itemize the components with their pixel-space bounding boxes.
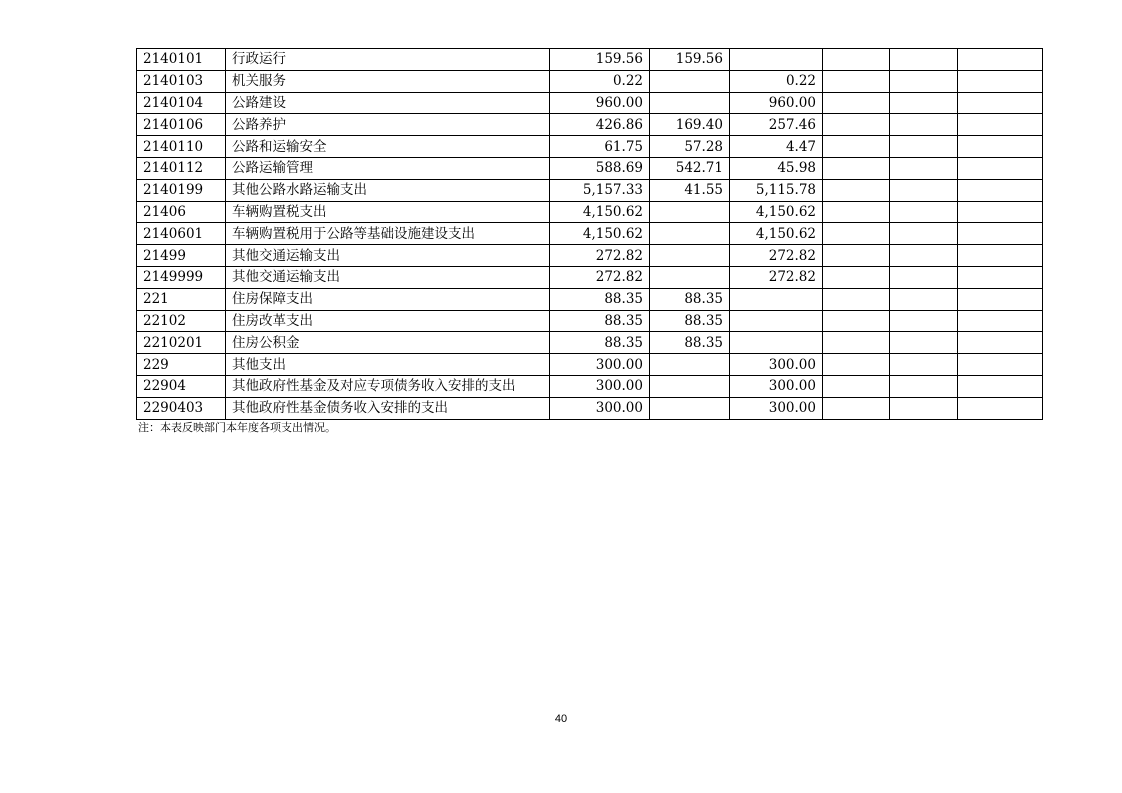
cell-project-expenditure xyxy=(730,49,823,71)
table-row xyxy=(137,266,1043,288)
cell-code: 2140106 xyxy=(137,114,226,136)
cell-total: 4,150.62 xyxy=(550,201,650,223)
cell-project-expenditure: 300.00 xyxy=(730,354,823,376)
cell-basic-expenditure xyxy=(650,354,730,376)
cell-col8 xyxy=(958,375,1043,397)
cell-code: 21406 xyxy=(137,201,226,223)
cell-col6 xyxy=(823,49,890,71)
cell-project-expenditure: 4,150.62 xyxy=(730,201,823,223)
cell-basic-expenditure: 542.71 xyxy=(650,157,730,179)
cell-total: 61.75 xyxy=(550,136,650,158)
table-row xyxy=(137,354,1043,376)
cell-project-expenditure: 45.98 xyxy=(730,157,823,179)
cell-col6 xyxy=(823,136,890,158)
cell-project-expenditure: 300.00 xyxy=(730,397,823,419)
cell-col8 xyxy=(958,157,1043,179)
cell-item-name: 机关服务 xyxy=(226,70,550,92)
cell-col6 xyxy=(823,288,890,310)
table-row xyxy=(137,70,1043,92)
cell-item-name: 公路和运输安全 xyxy=(226,136,550,158)
cell-total: 300.00 xyxy=(550,397,650,419)
cell-col8 xyxy=(958,70,1043,92)
cell-code: 21499 xyxy=(137,245,226,267)
cell-project-expenditure xyxy=(730,310,823,332)
cell-total: 0.22 xyxy=(550,70,650,92)
cell-item-name: 住房公积金 xyxy=(226,332,550,354)
cell-total: 88.35 xyxy=(550,288,650,310)
cell-total: 300.00 xyxy=(550,354,650,376)
cell-col7 xyxy=(890,157,958,179)
cell-col8 xyxy=(958,397,1043,419)
cell-col7 xyxy=(890,245,958,267)
cell-item-name: 公路运输管理 xyxy=(226,157,550,179)
cell-item-name: 其他公路水路运输支出 xyxy=(226,179,550,201)
table-row xyxy=(137,201,1043,223)
cell-total: 426.86 xyxy=(550,114,650,136)
cell-total: 88.35 xyxy=(550,332,650,354)
cell-code: 2290403 xyxy=(137,397,226,419)
cell-basic-expenditure xyxy=(650,92,730,114)
cell-code: 2140110 xyxy=(137,136,226,158)
cell-code: 2140601 xyxy=(137,223,226,245)
cell-project-expenditure: 272.82 xyxy=(730,245,823,267)
table-row xyxy=(137,157,1043,179)
cell-col7 xyxy=(890,354,958,376)
cell-project-expenditure: 960.00 xyxy=(730,92,823,114)
cell-basic-expenditure xyxy=(650,245,730,267)
cell-col8 xyxy=(958,288,1043,310)
cell-item-name: 其他政府性基金债务收入安排的支出 xyxy=(226,397,550,419)
cell-code: 2140199 xyxy=(137,179,226,201)
table-note: 注：本表反映部门本年度各项支出情况。 xyxy=(138,421,336,434)
cell-col7 xyxy=(890,223,958,245)
cell-col7 xyxy=(890,397,958,419)
cell-col8 xyxy=(958,49,1043,71)
cell-basic-expenditure xyxy=(650,266,730,288)
table-body xyxy=(137,49,1043,420)
table-row xyxy=(137,332,1043,354)
cell-basic-expenditure: 159.56 xyxy=(650,49,730,71)
cell-col7 xyxy=(890,288,958,310)
cell-col6 xyxy=(823,266,890,288)
cell-code: 221 xyxy=(137,288,226,310)
cell-col6 xyxy=(823,332,890,354)
cell-item-name: 住房改革支出 xyxy=(226,310,550,332)
cell-col7 xyxy=(890,136,958,158)
cell-col8 xyxy=(958,201,1043,223)
cell-code: 2210201 xyxy=(137,332,226,354)
cell-col7 xyxy=(890,114,958,136)
cell-item-name: 车辆购置税用于公路等基础设施建设支出 xyxy=(226,223,550,245)
cell-project-expenditure: 257.46 xyxy=(730,114,823,136)
expenditure-table xyxy=(136,48,1043,420)
cell-col8 xyxy=(958,114,1043,136)
table-row xyxy=(137,310,1043,332)
cell-total: 588.69 xyxy=(550,157,650,179)
cell-basic-expenditure xyxy=(650,223,730,245)
table-row xyxy=(137,375,1043,397)
cell-item-name: 其他交通运输支出 xyxy=(226,266,550,288)
cell-col8 xyxy=(958,310,1043,332)
table-row xyxy=(137,179,1043,201)
cell-project-expenditure: 0.22 xyxy=(730,70,823,92)
cell-col8 xyxy=(958,266,1043,288)
cell-col6 xyxy=(823,70,890,92)
cell-item-name: 公路养护 xyxy=(226,114,550,136)
cell-col6 xyxy=(823,223,890,245)
cell-col8 xyxy=(958,245,1043,267)
cell-col8 xyxy=(958,223,1043,245)
cell-code: 22102 xyxy=(137,310,226,332)
cell-basic-expenditure xyxy=(650,201,730,223)
cell-basic-expenditure: 57.28 xyxy=(650,136,730,158)
cell-col6 xyxy=(823,92,890,114)
cell-total: 4,150.62 xyxy=(550,223,650,245)
cell-item-name: 行政运行 xyxy=(226,49,550,71)
cell-basic-expenditure xyxy=(650,70,730,92)
cell-col7 xyxy=(890,266,958,288)
page-number: 40 xyxy=(554,713,568,725)
cell-col7 xyxy=(890,375,958,397)
cell-col6 xyxy=(823,201,890,223)
cell-project-expenditure: 5,115.78 xyxy=(730,179,823,201)
cell-basic-expenditure: 88.35 xyxy=(650,332,730,354)
cell-item-name: 其他政府性基金及对应专项债务收入安排的支出 xyxy=(226,375,550,397)
cell-code: 2140104 xyxy=(137,92,226,114)
cell-col8 xyxy=(958,92,1043,114)
cell-basic-expenditure: 41.55 xyxy=(650,179,730,201)
cell-col8 xyxy=(958,136,1043,158)
cell-project-expenditure: 4,150.62 xyxy=(730,223,823,245)
cell-project-expenditure xyxy=(730,332,823,354)
cell-total: 960.00 xyxy=(550,92,650,114)
cell-project-expenditure: 300.00 xyxy=(730,375,823,397)
cell-total: 272.82 xyxy=(550,266,650,288)
cell-col8 xyxy=(958,179,1043,201)
cell-col8 xyxy=(958,354,1043,376)
cell-basic-expenditure: 88.35 xyxy=(650,310,730,332)
cell-basic-expenditure xyxy=(650,397,730,419)
cell-col6 xyxy=(823,375,890,397)
cell-project-expenditure: 272.82 xyxy=(730,266,823,288)
cell-code: 229 xyxy=(137,354,226,376)
cell-col6 xyxy=(823,397,890,419)
cell-project-expenditure xyxy=(730,288,823,310)
cell-total: 300.00 xyxy=(550,375,650,397)
cell-col7 xyxy=(890,92,958,114)
table-row xyxy=(137,49,1043,71)
cell-total: 88.35 xyxy=(550,310,650,332)
cell-item-name: 住房保障支出 xyxy=(226,288,550,310)
cell-col7 xyxy=(890,310,958,332)
cell-code: 2149999 xyxy=(137,266,226,288)
cell-col6 xyxy=(823,310,890,332)
table-row xyxy=(137,136,1043,158)
cell-total: 159.56 xyxy=(550,49,650,71)
cell-col8 xyxy=(958,332,1043,354)
cell-item-name: 其他交通运输支出 xyxy=(226,245,550,267)
cell-code: 2140101 xyxy=(137,49,226,71)
cell-col7 xyxy=(890,201,958,223)
cell-item-name: 其他支出 xyxy=(226,354,550,376)
cell-item-name: 公路建设 xyxy=(226,92,550,114)
table-row xyxy=(137,245,1043,267)
cell-col7 xyxy=(890,70,958,92)
cell-col7 xyxy=(890,49,958,71)
table-row xyxy=(137,223,1043,245)
cell-code: 2140103 xyxy=(137,70,226,92)
table-row xyxy=(137,114,1043,136)
cell-col7 xyxy=(890,179,958,201)
cell-code: 2140112 xyxy=(137,157,226,179)
cell-col6 xyxy=(823,179,890,201)
table-row xyxy=(137,397,1043,419)
cell-basic-expenditure: 169.40 xyxy=(650,114,730,136)
cell-col6 xyxy=(823,114,890,136)
cell-basic-expenditure xyxy=(650,375,730,397)
cell-col6 xyxy=(823,354,890,376)
cell-total: 272.82 xyxy=(550,245,650,267)
cell-item-name: 车辆购置税支出 xyxy=(226,201,550,223)
table-row xyxy=(137,92,1043,114)
cell-project-expenditure: 4.47 xyxy=(730,136,823,158)
table-row xyxy=(137,288,1043,310)
cell-col7 xyxy=(890,332,958,354)
cell-basic-expenditure: 88.35 xyxy=(650,288,730,310)
cell-col6 xyxy=(823,157,890,179)
cell-code: 22904 xyxy=(137,375,226,397)
cell-total: 5,157.33 xyxy=(550,179,650,201)
cell-col6 xyxy=(823,245,890,267)
